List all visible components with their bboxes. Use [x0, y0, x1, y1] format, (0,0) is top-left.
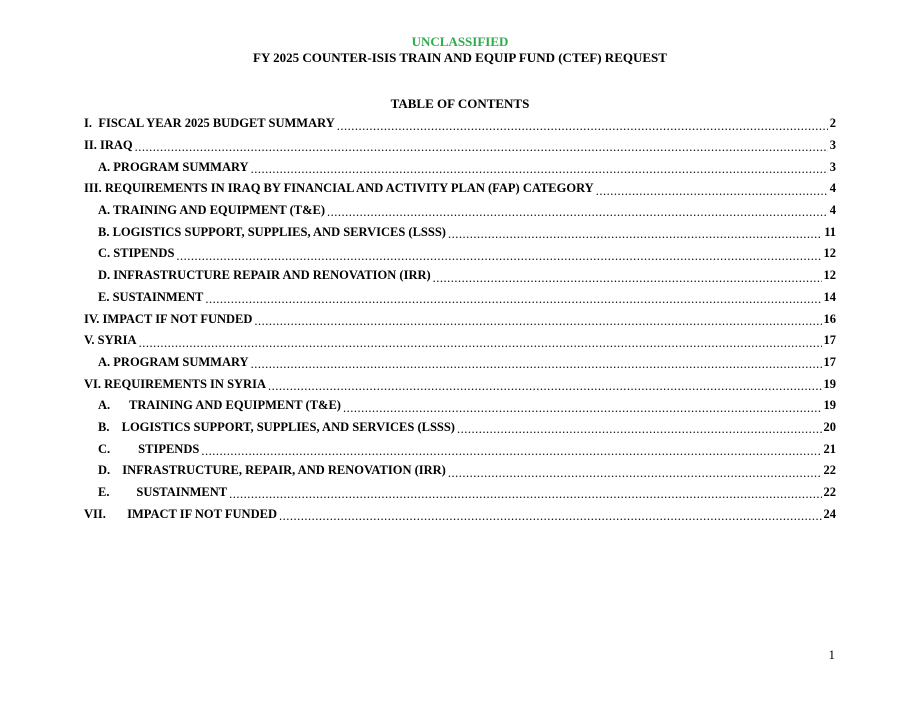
toc-entry-page: 12 — [823, 246, 836, 261]
toc-entry-page: 3 — [829, 159, 836, 174]
toc-entry-page: 20 — [823, 419, 836, 434]
toc-entry-iraq-logistics[interactable] — [84, 221, 836, 243]
page-number: 1 — [828, 647, 835, 662]
dot-leader — [251, 160, 828, 178]
dot-leader — [448, 225, 822, 243]
toc-entry-title: III. REQUIREMENTS IN IRAQ BY FINANCIAL AND ACTIVITY PLAN (FAP) CATEGORY — [84, 181, 594, 196]
toc-entry-iraq-impact[interactable] — [84, 308, 836, 330]
dot-leader — [229, 485, 821, 503]
toc-entry-number: B. — [98, 419, 110, 434]
toc-entry-iraq-stipends[interactable] — [84, 243, 836, 265]
toc-entry-title: TRAINING AND EQUIPMENT (T&E) — [129, 398, 341, 413]
toc-entry-page: 4 — [829, 203, 836, 218]
document-title: FY 2025 COUNTER-ISIS TRAIN AND EQUIP FUND (CTEF) REQUEST — [253, 50, 667, 65]
dot-leader — [596, 182, 828, 200]
toc-entry-page: 3 — [829, 138, 836, 153]
toc-entry-page: 4 — [829, 181, 836, 196]
toc-entry-iraq-sustainment[interactable] — [84, 287, 836, 309]
toc-entry-page: 16 — [823, 311, 836, 326]
toc-entry-page: 21 — [823, 441, 836, 456]
toc-heading: TABLE OF CONTENTS — [390, 96, 530, 111]
toc-entry-title: V. SYRIA — [84, 333, 137, 348]
toc-entry-iraq[interactable] — [84, 135, 836, 157]
toc-entry-title: VI. REQUIREMENTS IN SYRIA — [84, 376, 266, 391]
toc-entry-page: 22 — [823, 485, 836, 500]
toc-entry-page: 22 — [823, 463, 836, 478]
toc-entry-number: E. — [98, 485, 110, 500]
toc-entry-page: 2 — [829, 116, 836, 131]
toc-entry-syria-program-summary[interactable] — [84, 352, 836, 374]
toc-entry-title: D. INFRASTRUCTURE REPAIR AND RENOVATION (IRR) — [98, 268, 431, 283]
dot-leader — [176, 247, 821, 265]
toc-entry-syria-impact[interactable] — [84, 503, 836, 525]
toc-entry-iraq-infrastructure[interactable] — [84, 265, 836, 287]
toc-entry-title: INFRASTRUCTURE, REPAIR, AND RENOVATION (IRR) — [122, 463, 446, 478]
toc-entry-budget-summary[interactable] — [84, 113, 836, 135]
classification-marking: UNCLASSIFIED — [411, 34, 509, 49]
dot-leader — [457, 420, 822, 438]
dot-leader — [279, 507, 822, 525]
toc-entry-page: 24 — [823, 506, 836, 521]
dot-leader — [139, 334, 822, 352]
toc-entry-title: SUSTAINMENT — [136, 485, 228, 500]
toc-entry-syria-training-equipment[interactable] — [84, 395, 836, 417]
toc-entry-title: A. PROGRAM SUMMARY — [98, 159, 249, 174]
toc-entry-title: FISCAL YEAR 2025 BUDGET SUMMARY — [98, 116, 335, 131]
toc-entry-title: STIPENDS — [138, 441, 200, 456]
toc-entry-title: C. STIPENDS — [98, 246, 175, 261]
toc-entry-title: LOGISTICS SUPPORT, SUPPLIES, AND SERVICES (LSSS) — [121, 419, 455, 434]
toc-entry-iraq-training-equipment[interactable] — [84, 200, 836, 222]
toc-entry-iraq-program-summary[interactable] — [84, 156, 836, 178]
toc-entry-page: 14 — [823, 289, 836, 304]
toc-entry-number: C. — [98, 441, 111, 456]
dot-leader — [327, 203, 828, 221]
dot-leader — [337, 117, 828, 135]
toc-entry-title: IMPACT IF NOT FUNDED — [127, 506, 277, 521]
toc-entry-number: A. — [98, 398, 111, 413]
toc-entry-iraq-requirements[interactable] — [84, 178, 836, 200]
dot-leader — [268, 377, 822, 395]
toc-entry-number: I. — [84, 116, 92, 131]
dot-leader — [201, 442, 821, 460]
toc-entry-syria-stipends[interactable] — [84, 438, 836, 460]
dot-leader — [343, 399, 822, 417]
toc-entry-number: VII. — [84, 506, 106, 521]
dot-leader — [448, 464, 822, 482]
toc-entry-page: 19 — [823, 376, 836, 391]
dot-leader — [433, 269, 822, 287]
toc-entry-syria[interactable] — [84, 330, 836, 352]
toc-entry-page: 19 — [823, 398, 836, 413]
toc-entry-page: 17 — [823, 354, 836, 369]
dot-leader — [254, 312, 821, 330]
toc-entry-syria-requirements[interactable] — [84, 373, 836, 395]
toc-entry-title: E. SUSTAINMENT — [98, 289, 204, 304]
toc-entry-syria-sustainment[interactable] — [84, 482, 836, 504]
toc-entry-page: 12 — [823, 268, 836, 283]
toc-entry-title: IV. IMPACT IF NOT FUNDED — [84, 311, 253, 326]
toc-entry-syria-infrastructure[interactable] — [84, 460, 836, 482]
dot-leader — [135, 138, 828, 156]
toc-entry-title: A. PROGRAM SUMMARY — [98, 354, 249, 369]
toc-entry-title: II. IRAQ — [84, 138, 133, 153]
dot-leader — [251, 355, 822, 373]
toc-entry-page: 11 — [824, 224, 836, 239]
table-of-contents — [84, 113, 836, 525]
toc-entry-title: A. TRAINING AND EQUIPMENT (T&E) — [98, 203, 325, 218]
toc-entry-number: D. — [98, 463, 111, 478]
toc-entry-page: 17 — [823, 333, 836, 348]
dot-leader — [205, 290, 821, 308]
toc-entry-syria-logistics[interactable] — [84, 417, 836, 439]
toc-entry-title: B. LOGISTICS SUPPORT, SUPPLIES, AND SERVICES (LSSS) — [98, 224, 446, 239]
